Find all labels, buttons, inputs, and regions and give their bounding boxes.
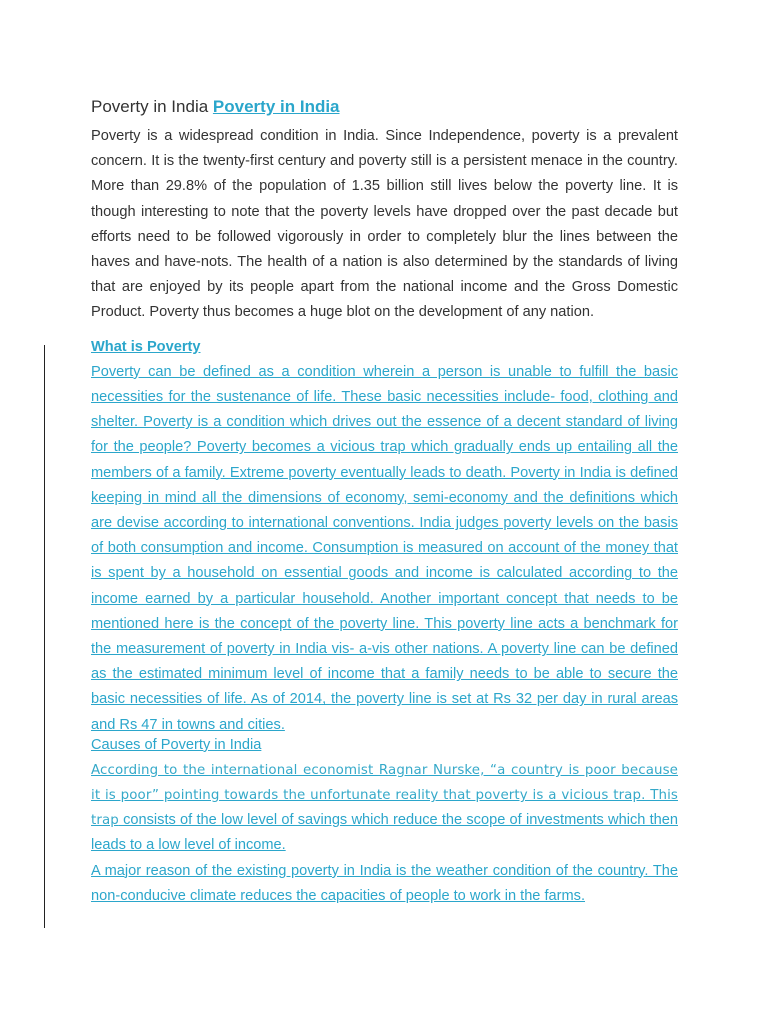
what-is-poverty-heading[interactable]: What is Poverty: [91, 338, 201, 355]
what-is-poverty-paragraph[interactable]: Poverty can be defined as a condition wherein a person is unable to fulfill the basic necessities for the sustenance of life. These basic necessities include- food, clothing and shelter. Poverty is a condition which drives out the essence of a decent standard of living for the people? Poverty becomes a vicious trap which gradually ends up entailing all the members of a family. Extreme poverty eventually leads to death. Poverty in India is defined keeping in mind all the dimensions of economy, semi-economy and the definitions which are devise according to international conventions. India judges poverty levels on the basis of both consumption and income. Consumption is measured on account of the money that is spent by a household on essential goods and income is calculated according to the income earned by a particular household. Another important concept that needs to be mentioned here is the concept of the poverty line. This poverty line acts a benchmark for the measurement of poverty in India vis- a-vis other nations. A poverty line can be defined as the estimated minimum level of income that a family needs to be able to secure the basic necessities of life. As of 2014, the poverty line is set at Rs 32 per day in rural areas and Rs 47 in towns and cities.: [91, 363, 678, 733]
causes-heading[interactable]: Causes of Poverty in India: [91, 736, 262, 753]
causes-paragraph[interactable]: [91, 758, 678, 859]
revision-bar: [44, 345, 45, 928]
weather-paragraph[interactable]: A major reason of the existing poverty in India is the weather condition of the country. The non-conducive climate reduces the capacities of people to work in the farms.: [91, 862, 678, 904]
causes-quote[interactable]: According to the international economist Ragnar Nurske, “a country is poor because it is poor” pointing towards the unfortunate reality that poverty is a vicious trap. This trap: [91, 762, 678, 829]
causes-rest[interactable]: consists of the low level of savings which reduce the scope of investments which then leads to a low level of income.: [91, 812, 678, 854]
title-text: Poverty in India: [91, 97, 209, 116]
intro-paragraph: Poverty is a widespread condition in India. Since Independence, poverty is a prevalent concern. It is the twenty-first century and poverty still is a persistent menace in the country. More than 29.8% of the population of 1.35 billion still lives below the poverty line. It is though interesting to note that the poverty levels have dropped over the past decade but efforts need to be followed vigorously in order to completely blur the lines between the haves and have-nots. The health of a nation is also determined by the standards of living that are enjoyed by its people apart from the national income and the Gross Domestic Product. Poverty thus becomes a huge blot on the development of any nation.: [91, 128, 678, 321]
document-content: [91, 95, 678, 909]
title-link[interactable]: Poverty in India: [212, 97, 340, 116]
page-title: [91, 95, 678, 119]
